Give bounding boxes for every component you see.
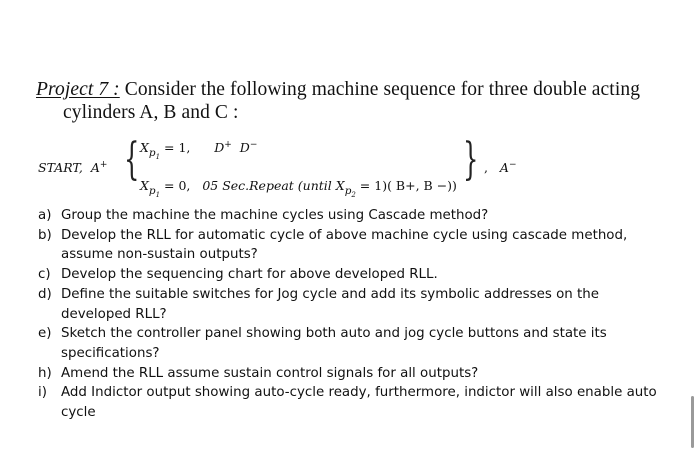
- heading-line-1: Consider the following machine sequence for three double acting: [119, 79, 641, 100]
- left-brace: {: [124, 134, 140, 185]
- list-item: e) Sketch the controller panel showing both auto and jog cycle buttons and state its specifications?: [38, 326, 607, 361]
- start-label: START, A+: [38, 160, 108, 176]
- right-brace: }: [463, 134, 479, 185]
- list-item: b) Develop the RLL for automatic cycle of above machine cycle using cascade method, assume non-sustain outputs?: [38, 227, 628, 263]
- project-heading: [36, 78, 656, 124]
- scrollbar[interactable]: [691, 396, 694, 448]
- heading-line-2: cylinders A, B and C :: [63, 102, 239, 123]
- list-item: c) Develop the sequencing chart for above developed RLL.: [38, 267, 438, 283]
- question-list: [38, 206, 668, 423]
- project-label: Project 7 :: [36, 79, 120, 100]
- list-item: h) Amend the RLL assume sustain control signals for all outputs?: [38, 365, 479, 381]
- condition-row-1: $X_{p_1} = 1$, D+ D−: [140, 140, 258, 161]
- condition-row-2: $X_{p_1} = 0$, 05 Sec.Repeat (until $X_{p_2} = 1$)( B+, B −)): [140, 178, 457, 199]
- end-action: , A−: [484, 160, 517, 176]
- list-item: d) Define the suitable switches for Jog cycle and add its symbolic addresses on the developed RLL?: [38, 286, 600, 322]
- list-item: i) Add Indictor output showing auto-cycle ready, furthermore, indictor will also enable auto cycle: [38, 385, 657, 421]
- list-item: a) Group the machine the machine cycles using Cascade method?: [38, 208, 489, 223]
